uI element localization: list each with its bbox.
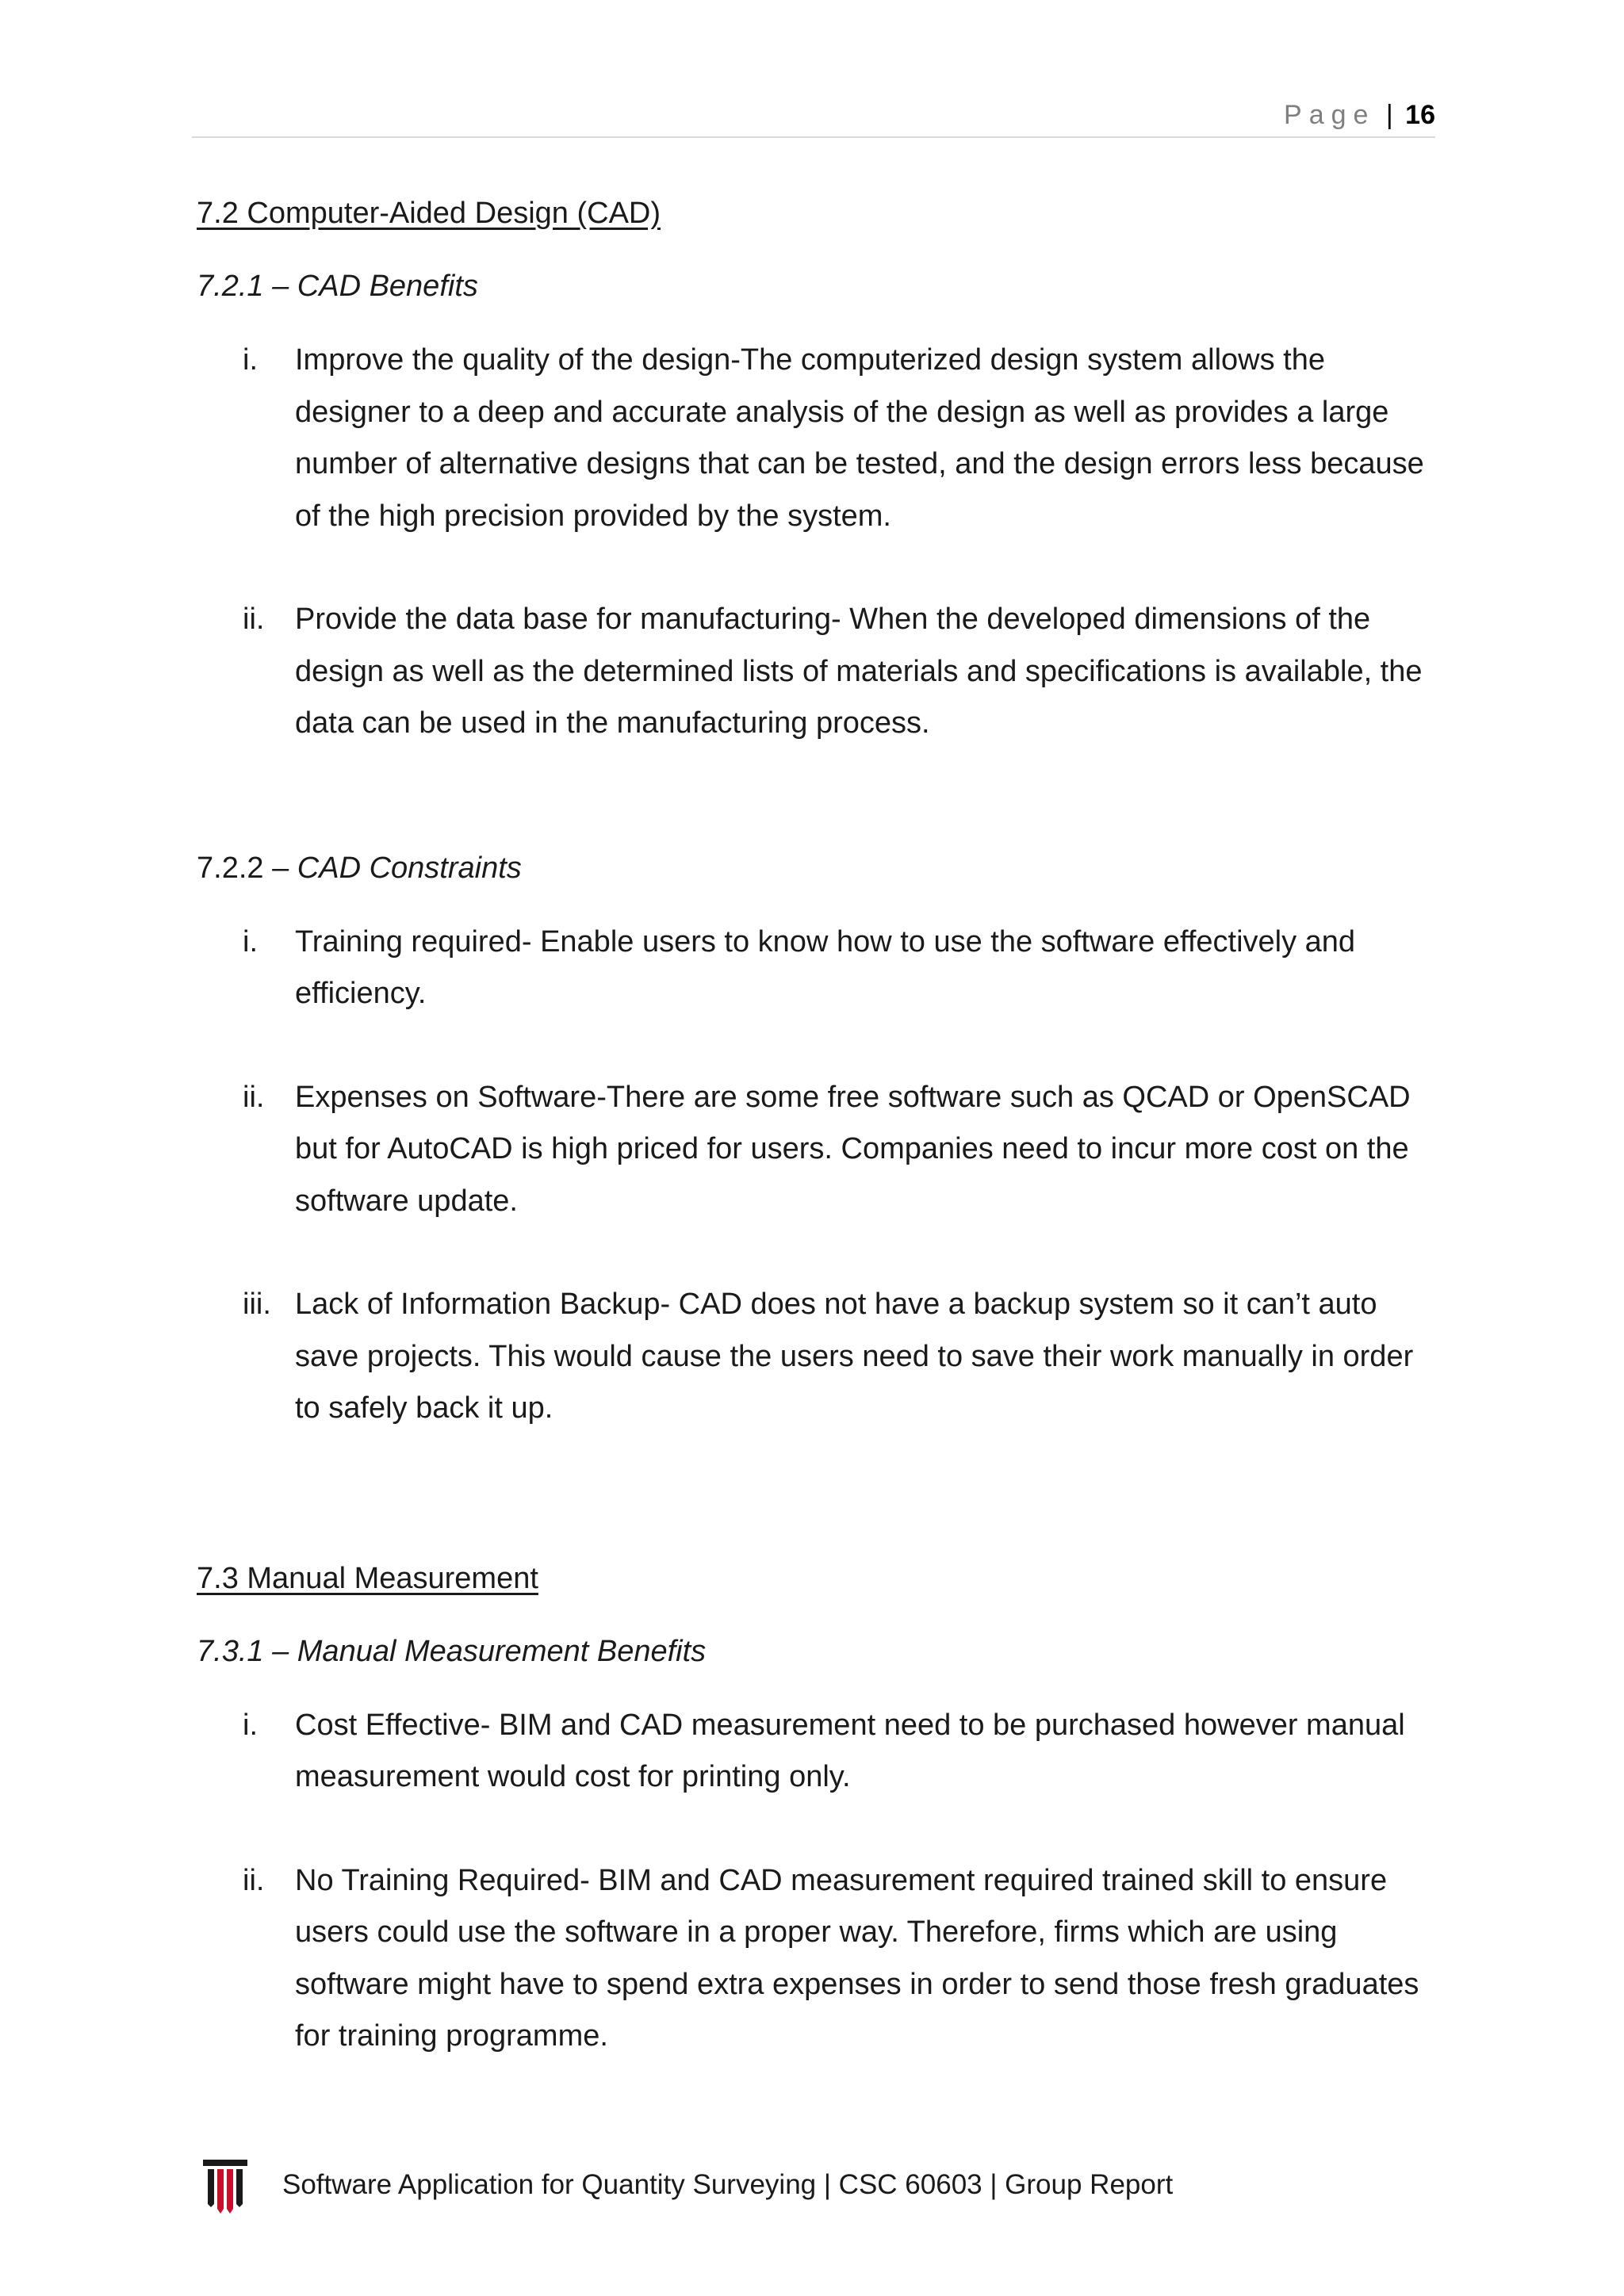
list-marker: ii. xyxy=(243,603,265,636)
list-marker: i. xyxy=(243,343,258,377)
footer-text: Software Application for Quantity Surveying | CSC 60603 | Group Report xyxy=(282,2169,1174,2200)
list-item xyxy=(197,1700,1434,1804)
list-item xyxy=(197,1072,1434,1228)
list-item xyxy=(197,1855,1434,2063)
manual-benefits-list xyxy=(197,1700,1434,2063)
page-footer xyxy=(203,2155,1472,2218)
list-item-text: Expenses on Software-There are some free software such as QCAD or OpenSCAD but for AutoCAD is high priced for users. Companies need to incur more cost on the software update. xyxy=(295,1080,1411,1218)
page-number-label xyxy=(1284,97,1435,133)
university-logo-icon xyxy=(203,2160,247,2214)
subheading-title: CAD Constraints xyxy=(297,851,522,885)
list-item xyxy=(197,916,1434,1020)
subheading-number: 7.2.2 – xyxy=(197,851,289,885)
cad-benefits-list xyxy=(197,335,1434,750)
list-marker: i. xyxy=(243,1708,258,1742)
cad-constraints-list xyxy=(197,916,1434,1435)
list-item-text: Cost Effective- BIM and CAD measurement need to be purchased however manual measurement would cost for printing only. xyxy=(295,1708,1405,1793)
page-header xyxy=(192,97,1435,138)
page-word: Page xyxy=(1284,100,1376,130)
list-item-text: Improve the quality of the design-The computerized design system allows the designer to a deep and accurate analysis of the design as well as provides a large number of alternative designs that can be tested, and the design errors less because of the high precision provided by the system. xyxy=(295,343,1424,533)
subheading-cad-constraints xyxy=(197,844,1434,893)
list-item-text: Lack of Information Backup- CAD does not have a backup system so it can’t auto save projects. This would cause the users need to save their work manually in order to safely back it up. xyxy=(295,1288,1414,1425)
subheading-title: Manual Measurement Benefits xyxy=(297,1634,707,1668)
list-item xyxy=(197,335,1434,542)
list-item-text: Provide the data base for manufacturing- When the developed dimensions of the design as well as the determined lists of materials and specifications is available, the data can be used in the manufacturing process. xyxy=(295,603,1423,740)
subheading-title: CAD Benefits xyxy=(297,270,478,303)
document-body xyxy=(197,189,1434,2114)
page-separator: | xyxy=(1385,100,1393,130)
subheading-manual-benefits xyxy=(197,1627,1434,1676)
list-marker: ii. xyxy=(243,1080,265,1114)
section-heading-7-2: 7.2 Computer-Aided Design (CAD) xyxy=(197,197,661,230)
list-marker: iii. xyxy=(243,1288,271,1321)
section-heading-7-3: 7.3 Manual Measurement xyxy=(197,1561,538,1595)
list-item-text: Training required- Enable users to know how to use the software effectively and efficiency. xyxy=(295,924,1356,1010)
list-item xyxy=(197,594,1434,750)
subheading-number: 7.3.1 – xyxy=(197,1634,289,1668)
list-marker: ii. xyxy=(243,1863,265,1897)
subheading-cad-benefits xyxy=(197,262,1434,311)
page-number: 16 xyxy=(1405,100,1435,130)
subheading-number: 7.2.1 – xyxy=(197,270,289,303)
list-item xyxy=(197,1279,1434,1435)
list-marker: i. xyxy=(243,924,258,959)
list-item-text: No Training Required- BIM and CAD measurement required trained skill to ensure users could use the software in a proper way. Therefore, firms which are using software might have to spend extra expenses in order to send those fresh graduates for training programme. xyxy=(295,1863,1419,2053)
